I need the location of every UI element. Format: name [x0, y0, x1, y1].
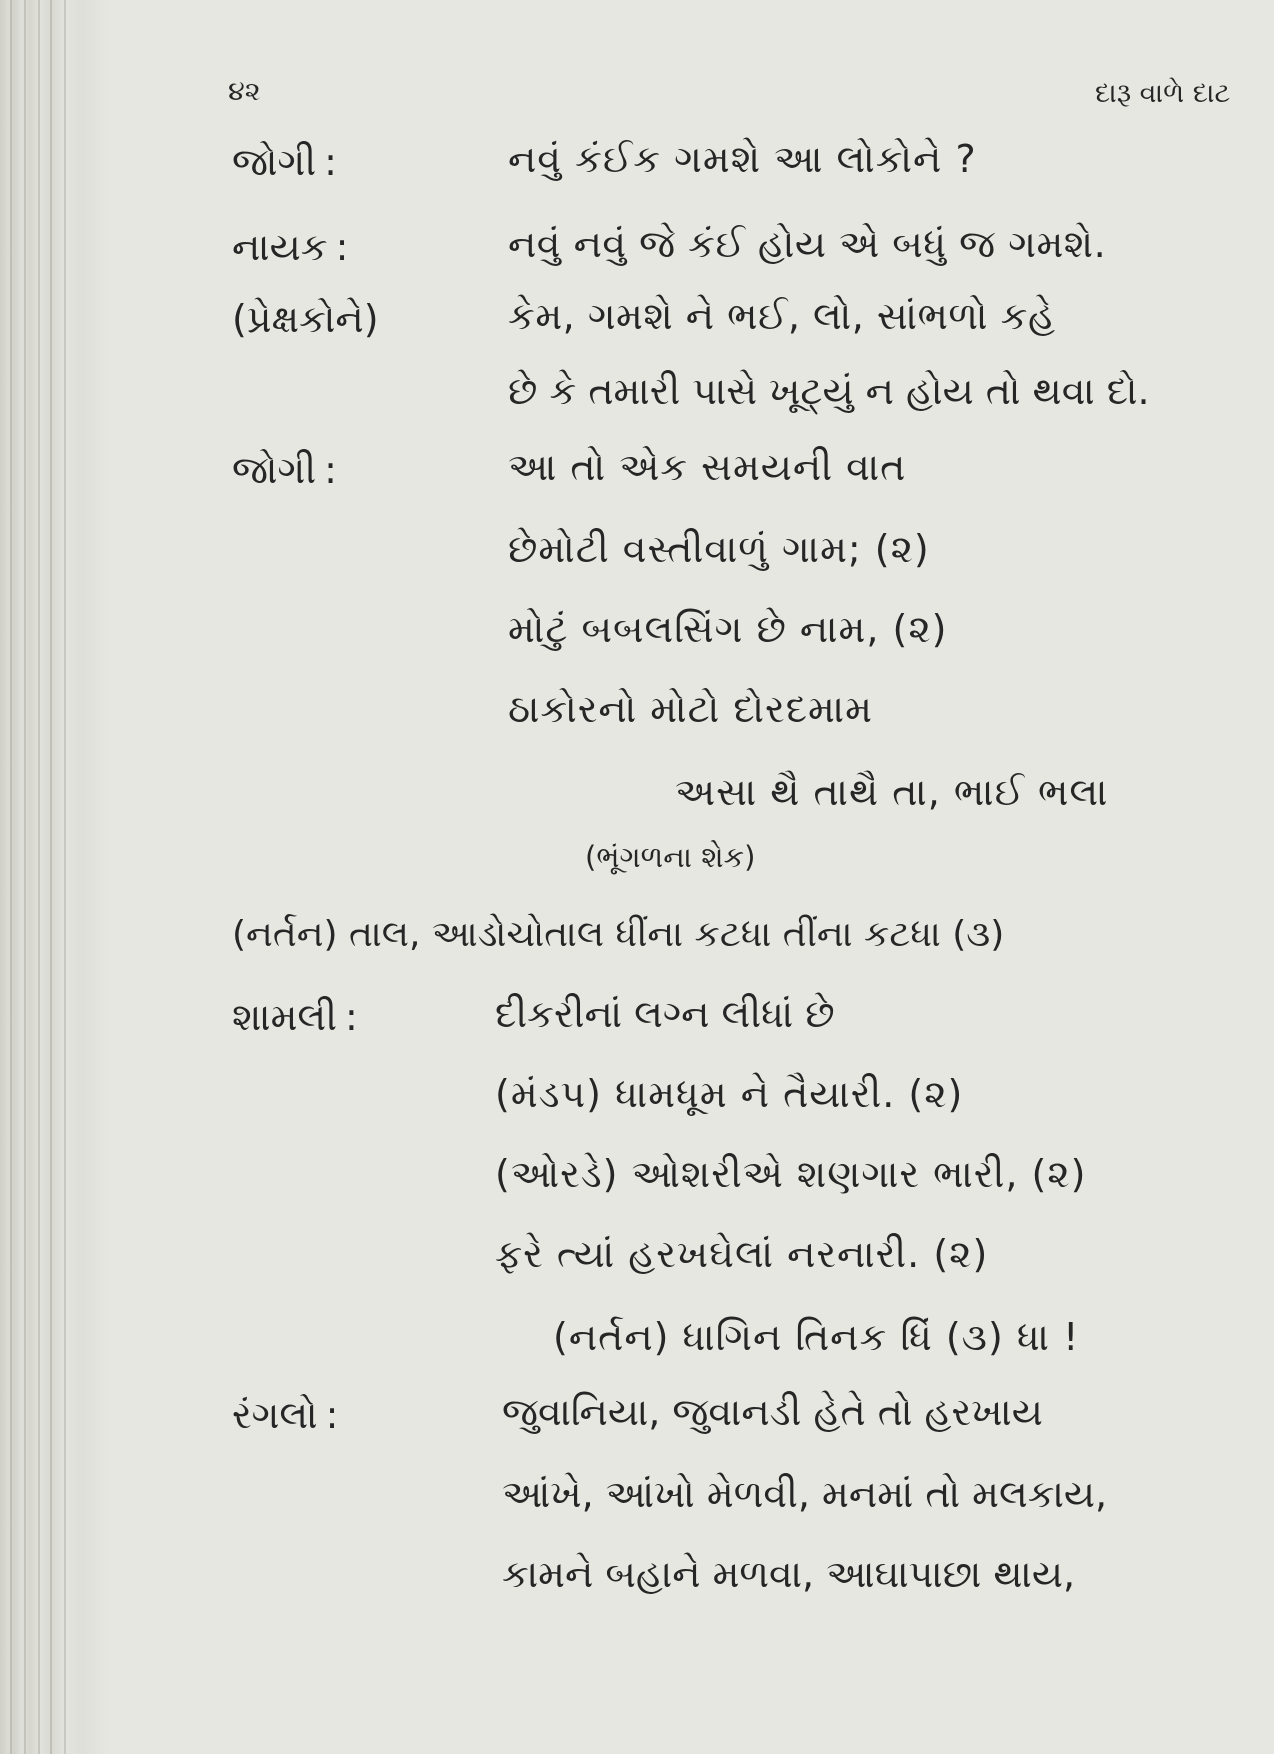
- speaker-label: [232, 225, 348, 270]
- verse-line: આંખે, આંખો મેળવી, મનમાં તો મલકાય,: [502, 1472, 1108, 1516]
- running-title: દારૂ વાળે દાટ: [1095, 78, 1231, 109]
- stage-direction: (ભૂંગળના શેક): [585, 840, 756, 874]
- speaker-colon: :: [325, 1393, 339, 1437]
- speaker-label: [232, 1393, 338, 1438]
- speaker-colon: :: [335, 225, 349, 269]
- dance-line: (નર્તન) તાલ, આડોચોતાલ ધીંના કટધા તીંના કટધા (૩): [232, 914, 1005, 955]
- speaker-colon: :: [324, 140, 337, 184]
- verse-line: કામને બહાને મળવા, આઘાપાછા થાય,: [502, 1552, 1076, 1596]
- dance-line: (નર્તન) ધાગિન તિનક ધિં (૩) ધા !: [553, 1315, 1080, 1359]
- page-number: ૪૨: [228, 76, 261, 107]
- speaker-colon: :: [345, 995, 358, 1039]
- verse-line: મોટું બબલસિંગ છે નામ, (૨): [508, 607, 948, 651]
- speaker-label: [232, 448, 337, 493]
- verse-line: ઠાકોરનો મોટો દોરદમામ: [508, 687, 873, 731]
- speaker-name: નાયક: [232, 225, 328, 269]
- verse-line: દીકરીનાં લગ્ન લીધાં છે: [495, 992, 835, 1036]
- speaker-label: [232, 995, 358, 1040]
- dialogue-line: કેમ, ગમશે ને ભઈ, લો, સાંભળો કહે: [508, 294, 1056, 338]
- book-page-edges: [0, 0, 110, 1754]
- dialogue-line: છે કે તમારી પાસે ખૂટ્યું ન હોય તો થવા દો.: [508, 369, 1150, 413]
- speaker-colon: :: [324, 448, 337, 492]
- speaker-name: જોગી: [232, 140, 317, 184]
- verse-line: (ઓરડે) ઓશરીએ શણગાર ભારી, (૨): [495, 1152, 1087, 1196]
- refrain-line: અસા થૈ તાથૈ તા, ભાઈ ભલા: [675, 770, 1109, 814]
- speaker-name: શામલી: [232, 995, 338, 1039]
- dialogue-line: નવું નવું જે કંઈ હોય એ બધું જ ગમશે.: [508, 222, 1107, 266]
- stage-direction: [232, 297, 379, 342]
- speaker-name: જોગી: [232, 448, 317, 492]
- dialogue-line: નવું કંઈક ગમશે આ લોકોને ?: [508, 137, 977, 181]
- verse-line: ફરે ત્યાં હરખઘેલાં નરનારી. (૨): [495, 1232, 989, 1276]
- book-page: [110, 0, 1274, 1754]
- verse-line: જુવાનિયા, જુવાનડી હેતે તો હરખાય: [502, 1390, 1043, 1434]
- verse-line: આ તો એક સમયની વાત: [508, 445, 907, 489]
- verse-line: (મંડપ) ધામધૂમ ને તૈયારી. (૨): [495, 1072, 964, 1116]
- verse-line: છેમોટી વસ્તીવાળું ગામ; (૨): [508, 527, 930, 571]
- speaker-name: (પ્રેક્ષકોને): [232, 297, 379, 341]
- speaker-name: રંગલો: [232, 1393, 318, 1437]
- speaker-label: [232, 140, 337, 185]
